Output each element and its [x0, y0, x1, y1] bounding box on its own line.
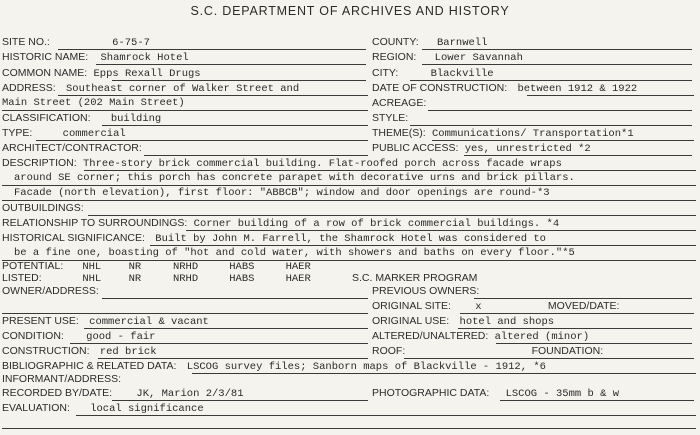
site-no-label: SITE NO.: [2, 36, 50, 48]
construction-label: CONSTRUCTION: [2, 345, 90, 357]
region-value: Lower Savannah [434, 52, 523, 64]
field-city [372, 66, 692, 80]
historical-line1: Built by John M. Farrell, the Shamrock Hotel was considered to [155, 233, 546, 245]
field-theme [372, 126, 696, 140]
city-value: Blackville [430, 68, 494, 80]
field-outbuildings [2, 201, 696, 215]
potential-nhl: NHL [82, 261, 102, 273]
altered-value: altered (minor) [494, 331, 590, 343]
site-no-value: 6-75-7 [112, 37, 150, 49]
common-name-label: COMMON NAME: [2, 67, 88, 79]
original-use-value: hotel and shops [459, 316, 555, 328]
city-label: CITY: [372, 67, 399, 79]
potential-label: POTENTIAL: [2, 260, 64, 272]
photographic-data-label: PHOTOGRAPHIC DATA: [372, 387, 490, 399]
historical-line2: be a fine one, boasting of "hot and cold water, with showers and baths on every floor."*5 [14, 247, 575, 259]
classification-value: building [110, 113, 162, 125]
field-address-line2 [2, 96, 368, 110]
original-site-label: ORIGINAL SITE: [372, 300, 451, 312]
field-common-name [2, 66, 362, 80]
foundation-label: FOUNDATION: [531, 345, 604, 357]
type-label: TYPE: [2, 127, 33, 139]
field-original-site [372, 299, 694, 313]
potential-nr: NR [128, 261, 142, 273]
common-name-value: Epps Rexall Drugs [93, 68, 201, 80]
listed-nhl: NHL [82, 273, 102, 285]
form-header: S.C. DEPARTMENT OF ARCHIVES AND HISTORY [190, 4, 510, 18]
listed-habs: HABS [229, 273, 255, 285]
field-recorded-by [2, 386, 368, 400]
description-label: DESCRIPTION: [2, 157, 77, 169]
evaluation-label: EVALUATION: [2, 402, 70, 414]
historical-line2-row [14, 246, 698, 260]
public-access-label: PUBLIC ACCESS: [372, 142, 459, 154]
recorded-by-label: RECORDED BY/DATE: [2, 387, 113, 399]
historical-significance-label: HISTORICAL SIGNIFICANCE: [2, 232, 145, 244]
previous-owners-label: PREVIOUS OWNERS: [372, 285, 480, 297]
address-label: ADDRESS: [2, 82, 56, 94]
address-line1: Southeast corner of Walker Street and [66, 83, 300, 95]
field-listed [2, 271, 372, 285]
owner-address-label: OWNER/ADDRESS: [2, 285, 99, 297]
historic-name-label: HISTORIC NAME: [2, 51, 89, 63]
potential-habs: HABS [229, 261, 255, 273]
field-site-no [2, 35, 362, 49]
field-informant [2, 372, 696, 386]
date-construction-label: DATE OF CONSTRUCTION: [372, 82, 508, 94]
field-classification [2, 111, 368, 125]
bibliographic-label: BIBLIOGRAPHIC & RELATED DATA: [2, 360, 177, 372]
field-condition [2, 329, 368, 343]
style-label: STYLE: [372, 112, 409, 124]
recorded-by-value: JK, Marion 2/3/81 [136, 388, 244, 400]
photographic-data-value: LSCOG - 35mm b & w [505, 388, 619, 400]
field-public-access [372, 141, 692, 155]
relationship-label: RELATIONSHIP TO SURROUNDINGS: [2, 217, 188, 229]
field-evaluation [2, 401, 696, 415]
architect-label: ARCHITECT/CONTRACTOR: [2, 142, 142, 154]
field-photographic-data [372, 386, 694, 400]
potential-haer: HAER [285, 261, 311, 273]
listed-nr: NR [128, 273, 142, 285]
field-architect [2, 141, 368, 155]
theme-value: Communications/ Transportation*1 [431, 128, 634, 140]
listed-haer: HAER [285, 273, 311, 285]
condition-value: good - fair [86, 331, 156, 343]
field-construction [2, 344, 368, 358]
type-value: commercial [62, 128, 126, 140]
field-type [2, 126, 368, 140]
description-line2: around SE corner; this porch has concrete parapet with decorative urns and brick pillars. [14, 172, 575, 184]
description-line2-row [14, 171, 696, 185]
roof-label: ROOF: [372, 345, 406, 357]
field-date-construction [372, 81, 694, 95]
description-line1: Three-story brick commercial building. Flat-roofed porch across facade wraps [83, 158, 562, 170]
informant-label: INFORMANT/ADDRESS: [2, 373, 122, 385]
listed-nrhd: NRHD [172, 273, 199, 285]
bibliographic-value: LSCOG survey files; Sanborn maps of Blackville - 1912, *6 [186, 361, 546, 373]
present-use-label: PRESENT USE: [2, 315, 79, 327]
description-line3: Facade (north elevation), first floor: "ABBCB"; window and door openings are round-*3 [14, 187, 550, 199]
field-historical-significance [2, 231, 696, 245]
construction-value: red brick [99, 346, 157, 358]
field-bibliographic [2, 359, 696, 373]
region-label: REGION: [372, 51, 417, 63]
field-roof [372, 344, 694, 358]
present-use-value: commercial & vacant [89, 316, 209, 328]
county-value: Barnwell [436, 37, 488, 49]
listed-label: LISTED: [2, 272, 42, 284]
description-line3-row [14, 186, 696, 200]
field-altered [372, 329, 692, 343]
public-access-value: yes, unrestricted *2 [464, 143, 591, 155]
historic-name-value: Shamrock Hotel [100, 52, 189, 64]
marker-program [352, 271, 532, 285]
field-present-use [2, 314, 368, 328]
acreage-label: ACREAGE: [372, 97, 427, 109]
evaluation-value: local significance [90, 403, 204, 415]
field-historic-name [2, 50, 362, 64]
potential-nrhd: NRHD [172, 261, 199, 273]
theme-label: THEME(S): [372, 127, 426, 139]
field-address [2, 81, 372, 95]
outbuildings-label: OUTBUILDINGS: [2, 202, 84, 214]
condition-label: CONDITION: [2, 330, 64, 342]
field-county [372, 35, 692, 49]
field-original-use [372, 314, 692, 328]
original-use-label: ORIGINAL USE: [372, 315, 450, 327]
classification-label: CLASSIFICATION: [2, 112, 91, 124]
field-style [372, 111, 692, 125]
moved-date-label: MOVED/DATE: [547, 300, 620, 312]
address-line2: Main Street (202 Main Street) [2, 97, 185, 109]
field-acreage [372, 96, 692, 110]
relationship-value: Corner building of a row of brick commercial buildings. *4 [193, 218, 560, 230]
field-region [372, 50, 692, 64]
altered-label: ALTERED/UNALTERED: [372, 330, 489, 342]
field-owner-address [2, 284, 368, 298]
field-previous-owners [372, 284, 692, 298]
county-label: COUNTY: [372, 36, 419, 48]
field-relationship [2, 216, 696, 230]
marker-program-label: S.C. MARKER PROGRAM [352, 272, 478, 284]
field-description [2, 156, 696, 170]
original-site-value: x [475, 301, 482, 313]
date-construction-value: between 1912 & 1922 [517, 83, 638, 95]
